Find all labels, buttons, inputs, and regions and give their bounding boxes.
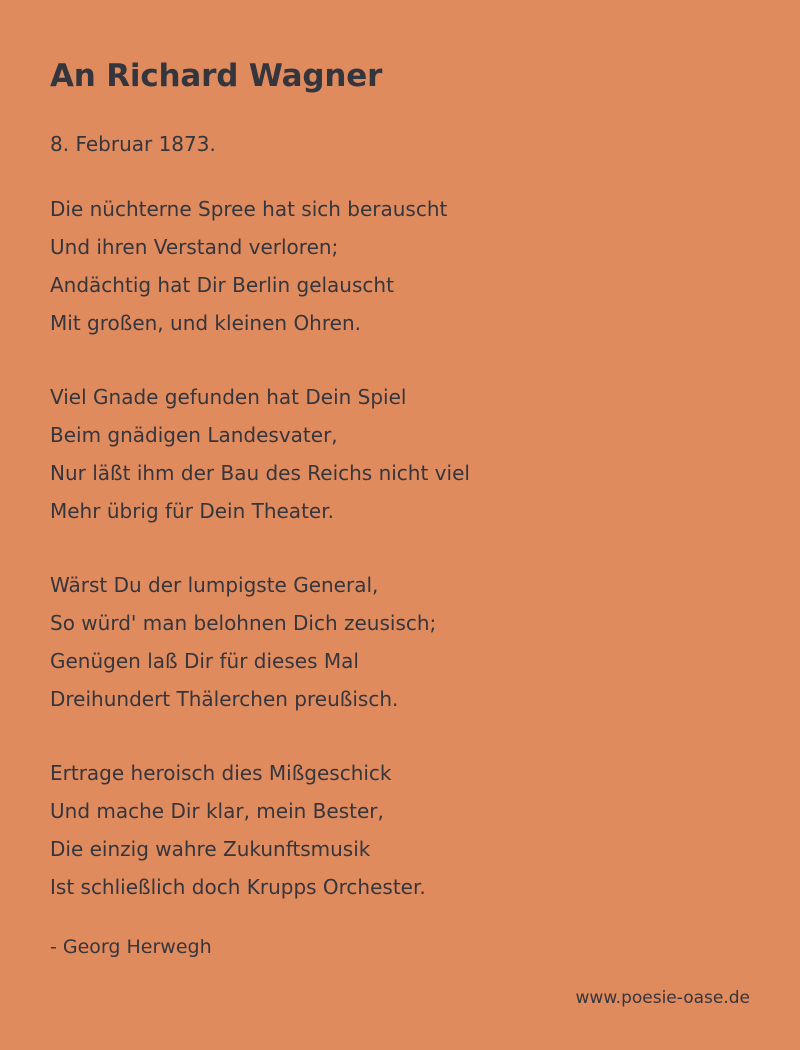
poem-line: Dreihundert Thälerchen preußisch.	[50, 687, 399, 711]
stanza	[50, 190, 750, 342]
poem-line: Andächtig hat Dir Berlin gelauscht	[50, 273, 394, 297]
stanza	[50, 754, 750, 906]
poem-line: Mehr übrig für Dein Theater.	[50, 499, 334, 523]
poem-line: Wärst Du der lumpigste General,	[50, 573, 379, 597]
poem-date: 8. Februar 1873.	[50, 132, 216, 156]
stanza	[50, 378, 750, 530]
poem-line: Genügen laß Dir für dieses Mal	[50, 649, 359, 673]
poem-line: Ist schließlich doch Krupps Orchester.	[50, 875, 426, 899]
website-credit: www.poesie-oase.de	[575, 988, 750, 1008]
poem-line: Nur läßt ihm der Bau des Reichs nicht viel	[50, 461, 470, 485]
poem-line: Ertrage heroisch dies Mißgeschick	[50, 761, 392, 785]
poem-line: Die nüchterne Spree hat sich berauscht	[50, 197, 448, 221]
stanza	[50, 566, 750, 718]
poem-line: So würd' man belohnen Dich zeusisch;	[50, 611, 437, 635]
poem-body	[50, 190, 750, 906]
poem-line: Viel Gnade gefunden hat Dein Spiel	[50, 385, 407, 409]
poem-line: Und ihren Verstand verloren;	[50, 235, 339, 259]
poem-line: Und mache Dir klar, mein Bester,	[50, 799, 384, 823]
poem-line: Mit großen, und kleinen Ohren.	[50, 311, 361, 335]
page-title: An Richard Wagner	[50, 58, 383, 94]
poem-author: - Georg Herwegh	[50, 936, 212, 958]
poem-line: Beim gnädigen Landesvater,	[50, 423, 338, 447]
poem-line: Die einzig wahre Zukunftsmusik	[50, 837, 371, 861]
